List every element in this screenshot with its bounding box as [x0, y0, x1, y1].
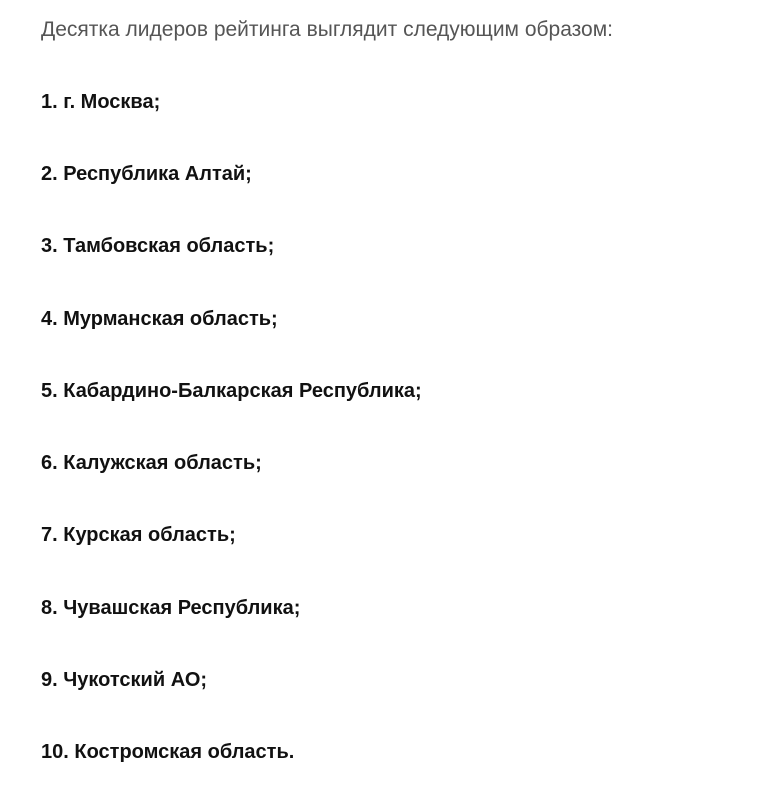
ranking-item-10: 10. Костромская область. — [41, 741, 295, 763]
intro-text: Десятка лидеров рейтинга выглядит следующим образом: — [41, 18, 614, 41]
ranking-item-3: 3. Тамбовская область; — [41, 235, 275, 257]
ranking-item-8: 8. Чувашская Республика; — [41, 597, 301, 619]
ranking-item-7: 7. Курская область; — [41, 524, 236, 546]
ranking-item-2: 2. Республика Алтай; — [41, 163, 252, 185]
ranking-item-4: 4. Мурманская область; — [41, 308, 278, 330]
ranking-item-9: 9. Чукотский АО; — [41, 669, 208, 691]
ranking-item-6: 6. Калужская область; — [41, 452, 262, 474]
ranking-item-5: 5. Кабардино-Балкарская Республика; — [41, 380, 422, 402]
ranking-item-1: 1. г. Москва; — [41, 91, 161, 113]
